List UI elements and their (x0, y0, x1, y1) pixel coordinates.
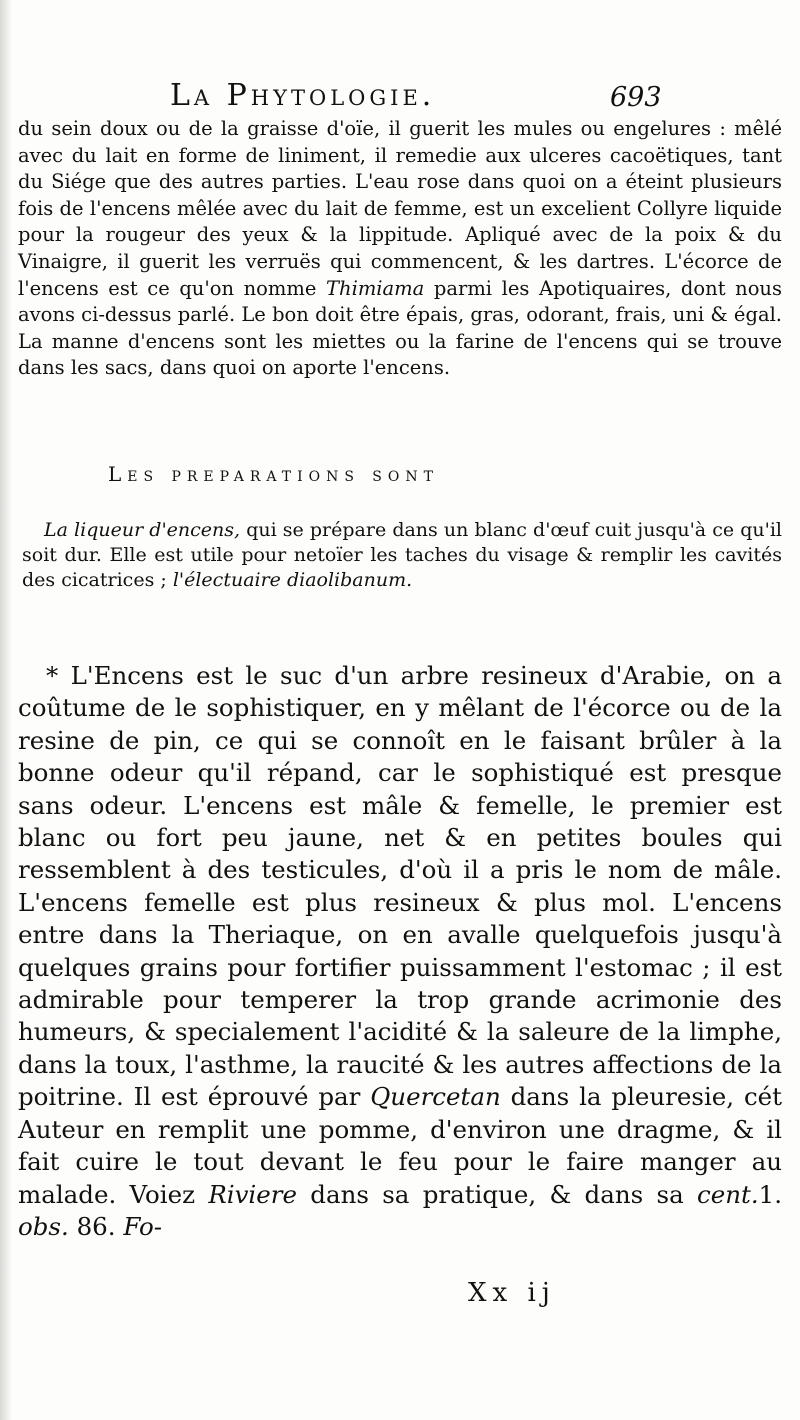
author-quercetan: Quercetan (370, 1082, 501, 1112)
section-heading: Les preparations sont (108, 462, 439, 486)
prep-item-liqueur: La liqueur d'encens, (44, 519, 241, 541)
catchword: Fo- (123, 1211, 163, 1241)
page-number: 693 (610, 82, 662, 113)
ref-obs: obs. (18, 1211, 69, 1241)
preparations-text (22, 518, 782, 593)
author-riviere: Riviere (208, 1179, 297, 1209)
preparations-paragraph (22, 518, 782, 593)
binding-shadow (0, 0, 12, 1420)
paragraph-text-part-1: du sein doux ou de la graisse d'oïe, il guerit les mules ou engelures : mêlé avec du lait en forme de liniment, il remedie aux ulceres cacoëtiques, tant du Siége que des autres parties. L'eau rose dans quoi on a éteint plusieurs fois de l'encens mêlée avec du lait de femme, est un excelient Collyre liquide pour la rougeur des yeux & la lippitude. Apliqué avec de la poix & du Vinaigre, il guerit les verruës qui commencent, & les dartres. L'écorce de l'encens est ce qu'on nomme (18, 117, 782, 300)
running-head (0, 78, 800, 118)
ref-cent: cent. (697, 1179, 759, 1209)
note-text-part-1: * L'Encens est le suc d'un arbre resineux d'Arabie, on a coûtume de le sophistiquer, en y mêlant de l'écorce ou de la resine de pin, ce qui se connoît en le faisant brûler à la bonne odeur qu'il répand, car le sophistiqué est presque sans odeur. L'encens est mâle & femelle, le premier est blanc ou fort peu jaune, net & en petites boules qui ressemblent à des testicules, d'où il a pris le nom de mâle. L'encens femelle est plus resineux & plus mol. L'encens entre dans la Theriaque, on en avalle quelquefois jusqu'à quelques grains pour fortifier puissamment l'estomac ; il est admirable pour temperer la trop grande acrimonie des humeurs, & specialement l'acidité & la saleure de la limphe, dans la toux, l'asthme, la raucité & les autres affections de la poitrine. Il est éprouvé par (18, 661, 782, 1112)
running-title: La Phytologie. (170, 78, 436, 113)
prep-item-electuaire: l'électuaire diaolibanum. (172, 569, 413, 591)
note-text-part-3: dans sa pratique, & dans sa (310, 1179, 684, 1209)
ref-obs-number: 86. (76, 1211, 116, 1241)
signature-mark: Xx ij (468, 1278, 556, 1308)
paragraph-text (18, 116, 782, 382)
note-paragraph (18, 660, 782, 1243)
paragraph-text-part-2: parmi les Apotiquaires, dont nous avons ci-dessus parlé. Le bon doit être épais, gras, odorant, frais, uni & égal. La manne d'encens sont les miettes ou la farine de l'encens qui se trouve dans les sacs, dans quoi on aporte l'encens. (18, 276, 782, 380)
prep-item-liqueur-desc: qui se prépare dans un blanc d'œuf cuit jusqu'à ce qu'il soit dur. Elle est utile pour netoïer les taches du visage & remplir les cavités des cicatrices ; (22, 519, 783, 591)
paragraph-encens-uses (18, 116, 782, 382)
italic-term-thimiama: Thimiama (326, 276, 425, 300)
ref-cent-number: 1. (758, 1179, 783, 1209)
note-text (18, 660, 782, 1243)
note-text-part-2: dans la pleuresie, cét Auteur en remplit une pomme, d'environ une dragme, & il fait cuire le tout devant le feu pour le faire manger au malade. Voiez (18, 1082, 783, 1209)
